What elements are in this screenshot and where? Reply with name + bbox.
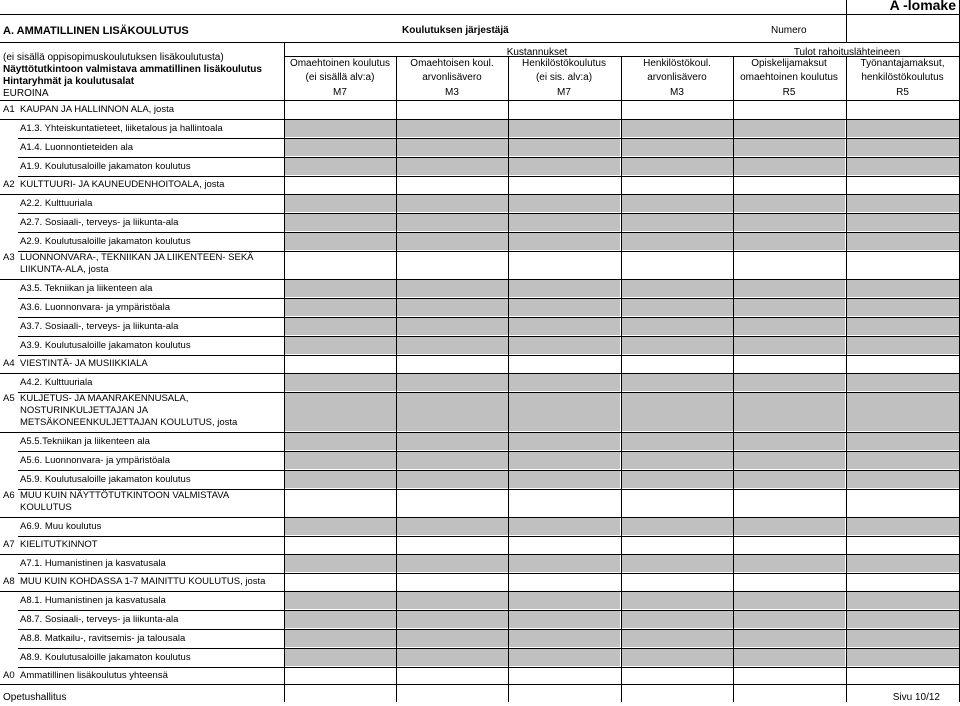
data-cell[interactable] xyxy=(509,233,620,250)
data-cell[interactable] xyxy=(622,630,733,647)
data-cell[interactable] xyxy=(285,177,396,193)
data-cell[interactable] xyxy=(734,574,845,590)
data-cell[interactable] xyxy=(734,649,845,666)
data-cell[interactable] xyxy=(285,299,396,316)
data-cell[interactable] xyxy=(397,318,508,335)
table-row xyxy=(0,251,960,279)
data-cell[interactable] xyxy=(509,611,620,628)
row-label: A8.7. Sosiaali-, terveys- ja liikunta-ala xyxy=(20,614,179,625)
left-header-line2: Näyttötutkintoon valmistava ammatillinen lisäkoulutus xyxy=(3,64,262,75)
data-cell[interactable] xyxy=(847,299,959,316)
data-cell[interactable] xyxy=(285,233,396,250)
data-cell[interactable] xyxy=(397,102,508,118)
data-cell[interactable] xyxy=(509,518,620,535)
data-cell[interactable] xyxy=(509,214,620,231)
data-cell[interactable] xyxy=(397,120,508,137)
data-cell[interactable] xyxy=(622,214,733,231)
data-cell[interactable] xyxy=(734,233,845,250)
data-cell[interactable] xyxy=(285,120,396,137)
data-cell[interactable] xyxy=(847,630,959,647)
data-cell[interactable] xyxy=(622,537,733,553)
table-row xyxy=(0,591,960,610)
row-code: A2 xyxy=(3,179,15,190)
column-header-line2: arvonlisävero xyxy=(647,72,707,83)
section-title: A. AMMATILLINEN LISÄKOULUTUS xyxy=(3,25,189,37)
row-code: A0 xyxy=(3,670,15,681)
column-code: R5 xyxy=(896,87,909,98)
data-cell[interactable] xyxy=(397,195,508,212)
table-row xyxy=(0,667,960,684)
data-cell[interactable] xyxy=(509,299,620,316)
data-cell[interactable] xyxy=(285,471,396,488)
row-code: A3 xyxy=(3,252,15,263)
row-label: MUU KUIN NÄYTTÖTUTKINTOON VALMISTAVA KOULUTUS xyxy=(20,490,229,513)
data-cell[interactable] xyxy=(847,102,959,118)
income-group-header: Tulot rahoituslähteineen xyxy=(793,47,901,58)
data-cell[interactable] xyxy=(734,490,845,516)
data-cell[interactable] xyxy=(509,668,620,683)
data-cell[interactable] xyxy=(509,393,620,431)
data-cell[interactable] xyxy=(509,318,620,335)
table-row xyxy=(0,119,960,138)
data-cell[interactable] xyxy=(734,356,845,372)
data-cell[interactable] xyxy=(397,280,508,297)
row-label: A2.9. Koulutusaloille jakamaton koulutus xyxy=(20,236,191,247)
data-cell[interactable] xyxy=(285,592,396,609)
data-cell[interactable] xyxy=(285,356,396,372)
data-cell[interactable] xyxy=(847,214,959,231)
col-divider xyxy=(396,56,397,702)
table-row xyxy=(0,392,960,432)
data-cell[interactable] xyxy=(622,649,733,666)
data-cell[interactable] xyxy=(509,592,620,609)
data-cell[interactable] xyxy=(847,195,959,212)
column-header-line2: (ei sisällä alv:a) xyxy=(305,72,375,83)
data-cell[interactable] xyxy=(285,214,396,231)
row-code: A7 xyxy=(3,539,15,550)
row-label: A5.9. Koulutusaloille jakamaton koulutus xyxy=(20,474,191,485)
data-cell[interactable] xyxy=(397,537,508,553)
data-cell[interactable] xyxy=(397,252,508,278)
data-cell[interactable] xyxy=(847,158,959,175)
data-cell[interactable] xyxy=(285,139,396,156)
data-cell[interactable] xyxy=(622,318,733,335)
column-header-line1: Henkilöstökoul. xyxy=(643,58,711,69)
data-cell[interactable] xyxy=(734,471,845,488)
data-cell[interactable] xyxy=(509,195,620,212)
data-cell[interactable] xyxy=(847,318,959,335)
column-header-line2: henkilöstökoulutus xyxy=(861,72,944,83)
data-cell[interactable] xyxy=(509,452,620,469)
data-cell[interactable] xyxy=(734,393,845,431)
row-code: A6 xyxy=(3,490,15,501)
data-cell[interactable] xyxy=(847,252,959,278)
row-label: A3.6. Luonnonvara- ja ympäristöala xyxy=(20,302,170,313)
table-row xyxy=(0,373,960,392)
row-code: A1 xyxy=(3,104,15,115)
data-cell[interactable] xyxy=(622,555,733,572)
table-row xyxy=(0,432,960,451)
table-row xyxy=(0,138,960,157)
data-cell[interactable] xyxy=(622,668,733,683)
table-row xyxy=(0,317,960,336)
data-cell[interactable] xyxy=(847,120,959,137)
data-cell[interactable] xyxy=(509,102,620,118)
table-row xyxy=(0,489,960,517)
data-cell[interactable] xyxy=(509,490,620,516)
table-row xyxy=(0,101,960,119)
data-cell[interactable] xyxy=(397,668,508,683)
data-cell[interactable] xyxy=(734,299,845,316)
table-row xyxy=(0,573,960,591)
row-label: A1.4. Luonnontieteiden ala xyxy=(20,142,134,153)
data-cell[interactable] xyxy=(847,337,959,354)
column-header-line1: Työnantajamaksut, xyxy=(860,58,945,69)
data-cell[interactable] xyxy=(734,177,845,193)
data-cell[interactable] xyxy=(734,120,845,137)
data-cell[interactable] xyxy=(622,102,733,118)
column-header-line2: arvonlisävero xyxy=(422,72,482,83)
left-header-line1: (ei sisällä oppisopimuskoulutuksen lisäkoulutusta) xyxy=(3,52,224,63)
table-row xyxy=(0,336,960,355)
data-cell[interactable] xyxy=(397,139,508,156)
data-cell[interactable] xyxy=(847,177,959,193)
data-cell[interactable] xyxy=(622,233,733,250)
column-code: R5 xyxy=(782,87,796,98)
data-cell[interactable] xyxy=(285,611,396,628)
data-cell[interactable] xyxy=(622,518,733,535)
data-cell[interactable] xyxy=(734,318,845,335)
row-code: A8 xyxy=(3,576,15,587)
data-cell[interactable] xyxy=(397,299,508,316)
data-cell[interactable] xyxy=(509,471,620,488)
row-label: VIESTINTÄ- JA MUSIIKKIALA xyxy=(20,358,148,369)
table-row xyxy=(0,279,960,298)
data-cell[interactable] xyxy=(509,574,620,590)
data-cell[interactable] xyxy=(285,537,396,553)
data-cell[interactable] xyxy=(397,337,508,354)
column-header-line1: Henkilöstökoulutus xyxy=(522,58,606,69)
data-cell[interactable] xyxy=(285,555,396,572)
table-row xyxy=(0,648,960,667)
data-cell[interactable] xyxy=(285,490,396,516)
col-divider xyxy=(621,56,622,702)
row-label: A2.7. Sosiaali-, terveys- ja liikunta-ala xyxy=(20,217,179,228)
data-cell[interactable] xyxy=(847,374,959,391)
footer-right: Sivu 10/12 xyxy=(892,692,940,703)
table-row xyxy=(0,470,960,489)
data-cell[interactable] xyxy=(734,433,845,450)
form-title: A -lomake xyxy=(889,0,956,13)
left-header-line4: EUROINA xyxy=(3,88,49,99)
data-cell[interactable] xyxy=(622,337,733,354)
table-row xyxy=(0,157,960,176)
data-cell[interactable] xyxy=(509,649,620,666)
footer-left: Opetushallitus xyxy=(3,692,67,703)
data-cell[interactable] xyxy=(847,574,959,590)
data-cell[interactable] xyxy=(397,177,508,193)
data-cell[interactable] xyxy=(847,139,959,156)
data-cell[interactable] xyxy=(734,668,845,683)
data-cell[interactable] xyxy=(622,280,733,297)
data-cell[interactable] xyxy=(734,280,845,297)
data-cell[interactable] xyxy=(847,356,959,372)
data-cell[interactable] xyxy=(397,574,508,590)
data-cell[interactable] xyxy=(622,139,733,156)
table-row xyxy=(0,194,960,213)
data-cell[interactable] xyxy=(397,356,508,372)
row-label: A8.8. Matkailu-, ravitsemis- ja talousala xyxy=(20,633,186,644)
number-label: Numero xyxy=(771,25,807,36)
data-cell[interactable] xyxy=(509,139,620,156)
data-cell[interactable] xyxy=(734,337,845,354)
data-cell[interactable] xyxy=(509,555,620,572)
data-cell[interactable] xyxy=(734,518,845,535)
group-header-rule xyxy=(284,56,959,57)
row-label: A6.9. Muu koulutus xyxy=(20,521,102,532)
data-cell[interactable] xyxy=(285,630,396,647)
row-code: A5 xyxy=(3,393,15,404)
data-cell[interactable] xyxy=(285,452,396,469)
row-rule xyxy=(0,684,960,685)
data-cell[interactable] xyxy=(397,555,508,572)
data-cell[interactable] xyxy=(622,195,733,212)
data-cell[interactable] xyxy=(622,471,733,488)
data-cell[interactable] xyxy=(847,280,959,297)
row-label: Ammatillinen lisäkoulutus yhteensä xyxy=(20,670,168,681)
data-cell[interactable] xyxy=(622,252,733,278)
costs-group-header: Kustannukset xyxy=(506,47,568,58)
data-cell[interactable] xyxy=(622,299,733,316)
data-cell[interactable] xyxy=(509,433,620,450)
data-cell[interactable] xyxy=(622,177,733,193)
left-header-line3: Hintaryhmät ja koulutusalat xyxy=(3,76,135,87)
data-cell[interactable] xyxy=(847,537,959,553)
data-cell[interactable] xyxy=(847,490,959,516)
data-cell[interactable] xyxy=(397,630,508,647)
column-code: M7 xyxy=(333,87,347,98)
data-cell[interactable] xyxy=(847,649,959,666)
data-cell[interactable] xyxy=(734,195,845,212)
data-cell[interactable] xyxy=(509,158,620,175)
column-header-line1: Omaehtoinen koulutus xyxy=(289,58,391,69)
data-cell[interactable] xyxy=(622,611,733,628)
table-row xyxy=(0,298,960,317)
data-cell[interactable] xyxy=(734,592,845,609)
row-label: LUONNONVARA-, TEKNIIKAN JA LIIKENTEEN- SEKÄ LIIKUNTA-ALA, josta xyxy=(20,252,254,275)
row-label: A7.1. Humanistinen ja kasvatusala xyxy=(20,558,166,569)
data-cell[interactable] xyxy=(509,356,620,372)
column-header-line2: (ei sis. alv:a) xyxy=(535,72,593,83)
column-header-line1: Opiskelijamaksut xyxy=(751,58,827,69)
row-label: A5.5.Tekniikan ja liikenteen ala xyxy=(20,436,150,447)
data-cell[interactable] xyxy=(397,233,508,250)
data-cell[interactable] xyxy=(509,252,620,278)
data-cell[interactable] xyxy=(397,518,508,535)
row-label: A2.2. Kulttuuriala xyxy=(20,198,93,209)
data-cell[interactable] xyxy=(397,452,508,469)
data-cell[interactable] xyxy=(622,120,733,137)
data-cell[interactable] xyxy=(622,356,733,372)
data-cell[interactable] xyxy=(509,177,620,193)
data-cell[interactable] xyxy=(847,611,959,628)
data-cell[interactable] xyxy=(285,393,396,431)
row-label: A1.3. Yhteiskuntatieteet, liiketalous ja hallintoala xyxy=(20,123,223,134)
table-row xyxy=(0,554,960,573)
data-cell[interactable] xyxy=(397,471,508,488)
data-cell[interactable] xyxy=(734,630,845,647)
data-cell[interactable] xyxy=(397,433,508,450)
table-row xyxy=(0,451,960,470)
data-cell[interactable] xyxy=(734,537,845,553)
data-cell[interactable] xyxy=(847,592,959,609)
row-label: A8.1. Humanistinen ja kasvatusala xyxy=(20,595,166,606)
data-cell[interactable] xyxy=(847,393,959,431)
col-divider xyxy=(846,56,847,702)
data-cell[interactable] xyxy=(622,592,733,609)
table-row xyxy=(0,232,960,251)
data-cell[interactable] xyxy=(847,668,959,683)
data-cell[interactable] xyxy=(285,374,396,391)
data-cell[interactable] xyxy=(622,452,733,469)
data-cell[interactable] xyxy=(285,668,396,683)
data-cell[interactable] xyxy=(509,337,620,354)
data-cell[interactable] xyxy=(285,252,396,278)
row-label: KIELITUTKINNOT xyxy=(20,539,98,550)
data-cell[interactable] xyxy=(847,452,959,469)
data-cell[interactable] xyxy=(622,490,733,516)
row-label: A3.7. Sosiaali-, terveys- ja liikunta-ala xyxy=(20,321,179,332)
data-cell[interactable] xyxy=(847,555,959,572)
data-cell[interactable] xyxy=(734,611,845,628)
data-cell[interactable] xyxy=(285,195,396,212)
row-label: A8.9. Koulutusaloille jakamaton koulutus xyxy=(20,652,191,663)
table-row xyxy=(0,213,960,232)
column-header-line1: Omaehtoisen koul. xyxy=(410,58,494,69)
row-label: KULJETUS- JA MAANRAKENNUSALA, NOSTURINKULJETTAJAN JA METSÄKONEENKULJETTAJAN KOULUTUS, josta xyxy=(20,393,238,428)
row-label: A3.5. Tekniikan ja liikenteen ala xyxy=(20,283,153,294)
data-cell[interactable] xyxy=(285,158,396,175)
data-cell[interactable] xyxy=(622,158,733,175)
data-cell[interactable] xyxy=(285,433,396,450)
data-cell[interactable] xyxy=(397,611,508,628)
row-label: A1.9. Koulutusaloille jakamaton koulutus xyxy=(20,161,191,172)
data-cell[interactable] xyxy=(734,102,845,118)
col-divider xyxy=(508,56,509,702)
data-cell[interactable] xyxy=(509,537,620,553)
data-cell[interactable] xyxy=(734,139,845,156)
table-row xyxy=(0,355,960,373)
column-code: M7 xyxy=(557,87,571,98)
table-row xyxy=(0,629,960,648)
column-code: M3 xyxy=(670,87,684,98)
row-code: A4 xyxy=(3,358,15,369)
row-label: KAUPAN JA HALLINNON ALA, josta xyxy=(20,104,174,115)
data-cell[interactable] xyxy=(509,120,620,137)
row-label: KULTTUURI- JA KAUNEUDENHOITOALA, josta xyxy=(20,179,225,190)
data-cell[interactable] xyxy=(622,374,733,391)
data-cell[interactable] xyxy=(397,214,508,231)
column-code: M3 xyxy=(445,87,459,98)
data-cell[interactable] xyxy=(509,374,620,391)
col-divider xyxy=(733,56,734,702)
data-cell[interactable] xyxy=(622,433,733,450)
data-cell[interactable] xyxy=(734,374,845,391)
data-cell[interactable] xyxy=(285,574,396,590)
row-label: A5.6. Luonnonvara- ja ympäristöala xyxy=(20,455,170,466)
table-row xyxy=(0,176,960,194)
column-header-line2: omaehtoinen koulutus xyxy=(740,72,838,83)
row-label: MUU KUIN KOHDASSA 1-7 MAINITTU KOULUTUS, josta xyxy=(20,576,266,587)
data-cell[interactable] xyxy=(622,393,733,431)
table-row xyxy=(0,517,960,536)
data-cell[interactable] xyxy=(397,592,508,609)
table-row xyxy=(0,536,960,554)
data-cell[interactable] xyxy=(397,649,508,666)
data-cell[interactable] xyxy=(397,490,508,516)
data-cell[interactable] xyxy=(285,102,396,118)
data-cell[interactable] xyxy=(734,158,845,175)
data-cell[interactable] xyxy=(285,649,396,666)
data-cell[interactable] xyxy=(622,574,733,590)
data-cell[interactable] xyxy=(847,518,959,535)
data-cell[interactable] xyxy=(509,280,620,297)
data-cell[interactable] xyxy=(285,518,396,535)
organizer-label: Koulutuksen järjestäjä xyxy=(402,25,509,36)
data-cell[interactable] xyxy=(847,233,959,250)
data-cell[interactable] xyxy=(285,337,396,354)
data-cell[interactable] xyxy=(734,452,845,469)
data-cell[interactable] xyxy=(847,471,959,488)
row-label: A4.2. Kulttuuriala xyxy=(20,377,93,388)
data-cell[interactable] xyxy=(397,158,508,175)
table-row xyxy=(0,610,960,629)
data-cell[interactable] xyxy=(285,318,396,335)
data-cell[interactable] xyxy=(397,374,508,391)
row-label: A3.9. Koulutusaloille jakamaton koulutus xyxy=(20,340,191,351)
data-cell[interactable] xyxy=(734,252,845,278)
data-cell[interactable] xyxy=(847,433,959,450)
data-cell[interactable] xyxy=(397,393,508,431)
data-cell[interactable] xyxy=(509,630,620,647)
data-cell[interactable] xyxy=(285,280,396,297)
data-cell[interactable] xyxy=(734,555,845,572)
data-cell[interactable] xyxy=(734,214,845,231)
